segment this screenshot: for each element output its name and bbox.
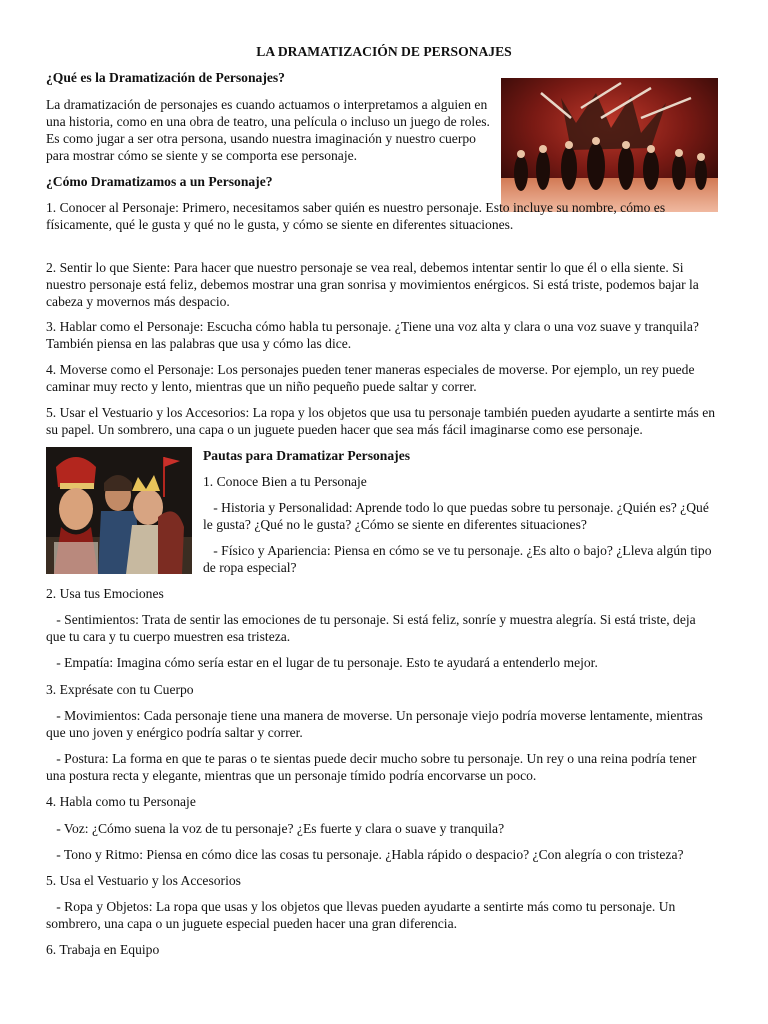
list-item: 2. Sentir lo que Siente: Para hacer que nuestro personaje se vea real, debemos intentar sentir lo que él o ella siente. Si nuestro personaje está feliz, debemos mostrar una gran sonrisa y movimientos enérgicos. Si está triste, podemos bajar la cabeza y movernos más despacio. xyxy=(46,260,699,309)
guide-item: - Empatía: Imagina cómo sería estar en el lugar de tu personaje. Esto te ayudará a entenderlo mejor. xyxy=(46,655,598,670)
page-title: LA DRAMATIZACIÓN DE PERSONAJES xyxy=(256,44,512,59)
section-text-what: La dramatización de personajes es cuando actuamos o interpretamos a alguien en una historia, como en una obra de teatro, una película o incluso un juego de roles. Es como jugar a ser otra persona, usando nuestra imaginación y nuestro cuerpo para mostrar cómo se siente y se comporta ese personaje. xyxy=(46,97,490,163)
guide-item: - Historia y Personalidad: Aprende todo lo que puedas sobre tu personaje. ¿Quién es? ¿Qué le gusta? ¿Qué no le gusta? ¿Cómo se siente en diferentes situaciones? xyxy=(203,500,713,532)
guide-item: 6. Trabaja en Equipo xyxy=(46,942,160,957)
guide-item: 5. Usa el Vestuario y los Accesorios xyxy=(46,873,241,888)
guide-item: 1. Conoce Bien a tu Personaje xyxy=(203,474,367,489)
list-item: 1. Conocer al Personaje: Primero, necesitamos saber quién es nuestro personaje. Esto incluye su nombre, cómo es físicamente, qué le gusta y qué no le gusta, y cómo se siente en diferentes situaciones. xyxy=(46,200,666,232)
list-item: 4. Moverse como el Personaje: Los personajes pueden tener maneras especiales de moverse. Por ejemplo, un rey puede caminar muy recto y lento, mientras que un niño pequeño puede saltar y correr. xyxy=(46,362,695,394)
list-item: 3. Hablar como el Personaje: Escucha cómo habla tu personaje. ¿Tiene una voz alta y clara o una voz suave y tranquila? También piensa en las palabras que usa y cómo las dice. xyxy=(46,319,699,351)
guide-item: 3. Exprésate con tu Cuerpo xyxy=(46,682,194,697)
list-item: 5. Usar el Vestuario y los Accesorios: La ropa y los objetos que usa tu personaje también pueden ayudarte a sentirte más en su papel. Un sombrero, una capa o un juguete pueden hacer que sea más fácil imaginarse como ese personaje. xyxy=(46,405,716,437)
section-heading-how: ¿Cómo Dramatizamos a un Personaje? xyxy=(46,174,273,189)
guide-item: - Físico y Apariencia: Piensa en cómo se ve tu personaje. ¿Es alto o bajo? ¿Lleva algún tipo de ropa especial? xyxy=(203,543,715,575)
section-heading-what: ¿Qué es la Dramatización de Personajes? xyxy=(46,70,285,85)
stage-photo xyxy=(501,78,718,212)
guide-item: - Ropa y Objetos: La ropa que usas y los objetos que llevas pueden ayudarte a sentirte más como tu personaje. Un sombrero, una capa o un juguete especial pueden hacer una gran diferencia. xyxy=(46,899,679,931)
guide-item: - Voz: ¿Cómo suena la voz de tu personaje? ¿Es fuerte y clara o suave y tranquila? xyxy=(46,821,505,836)
guide-item: - Tono y Ritmo: Piensa en cómo dice las cosas tu personaje. ¿Habla rápido o despacio? ¿Con alegría o con tristeza? xyxy=(46,847,684,862)
guide-item: - Sentimientos: Trata de sentir las emociones de tu personaje. Si está feliz, sonríe y muestra alegría. Si está triste, deja que tu cara y tu cuerpo muestren esa tristeza. xyxy=(46,612,700,644)
section-heading-guide: Pautas para Dramatizar Personajes xyxy=(203,448,411,463)
costume-photo xyxy=(46,447,192,574)
guide-item: - Movimientos: Cada personaje tiene una manera de moverse. Un personaje viejo podría moverse lentamente, mientras que uno joven y enérgico podría saltar y correr. xyxy=(46,708,707,740)
guide-item: 4. Habla como tu Personaje xyxy=(46,794,196,809)
guide-item: 2. Usa tus Emociones xyxy=(46,586,164,601)
guide-item: - Postura: La forma en que te paras o te sientas puede decir mucho sobre tu personaje. Un rey o una reina podría tener una postura recta y elegante, mientras que un personaje tímido podría encorvarse un poco. xyxy=(46,751,700,783)
